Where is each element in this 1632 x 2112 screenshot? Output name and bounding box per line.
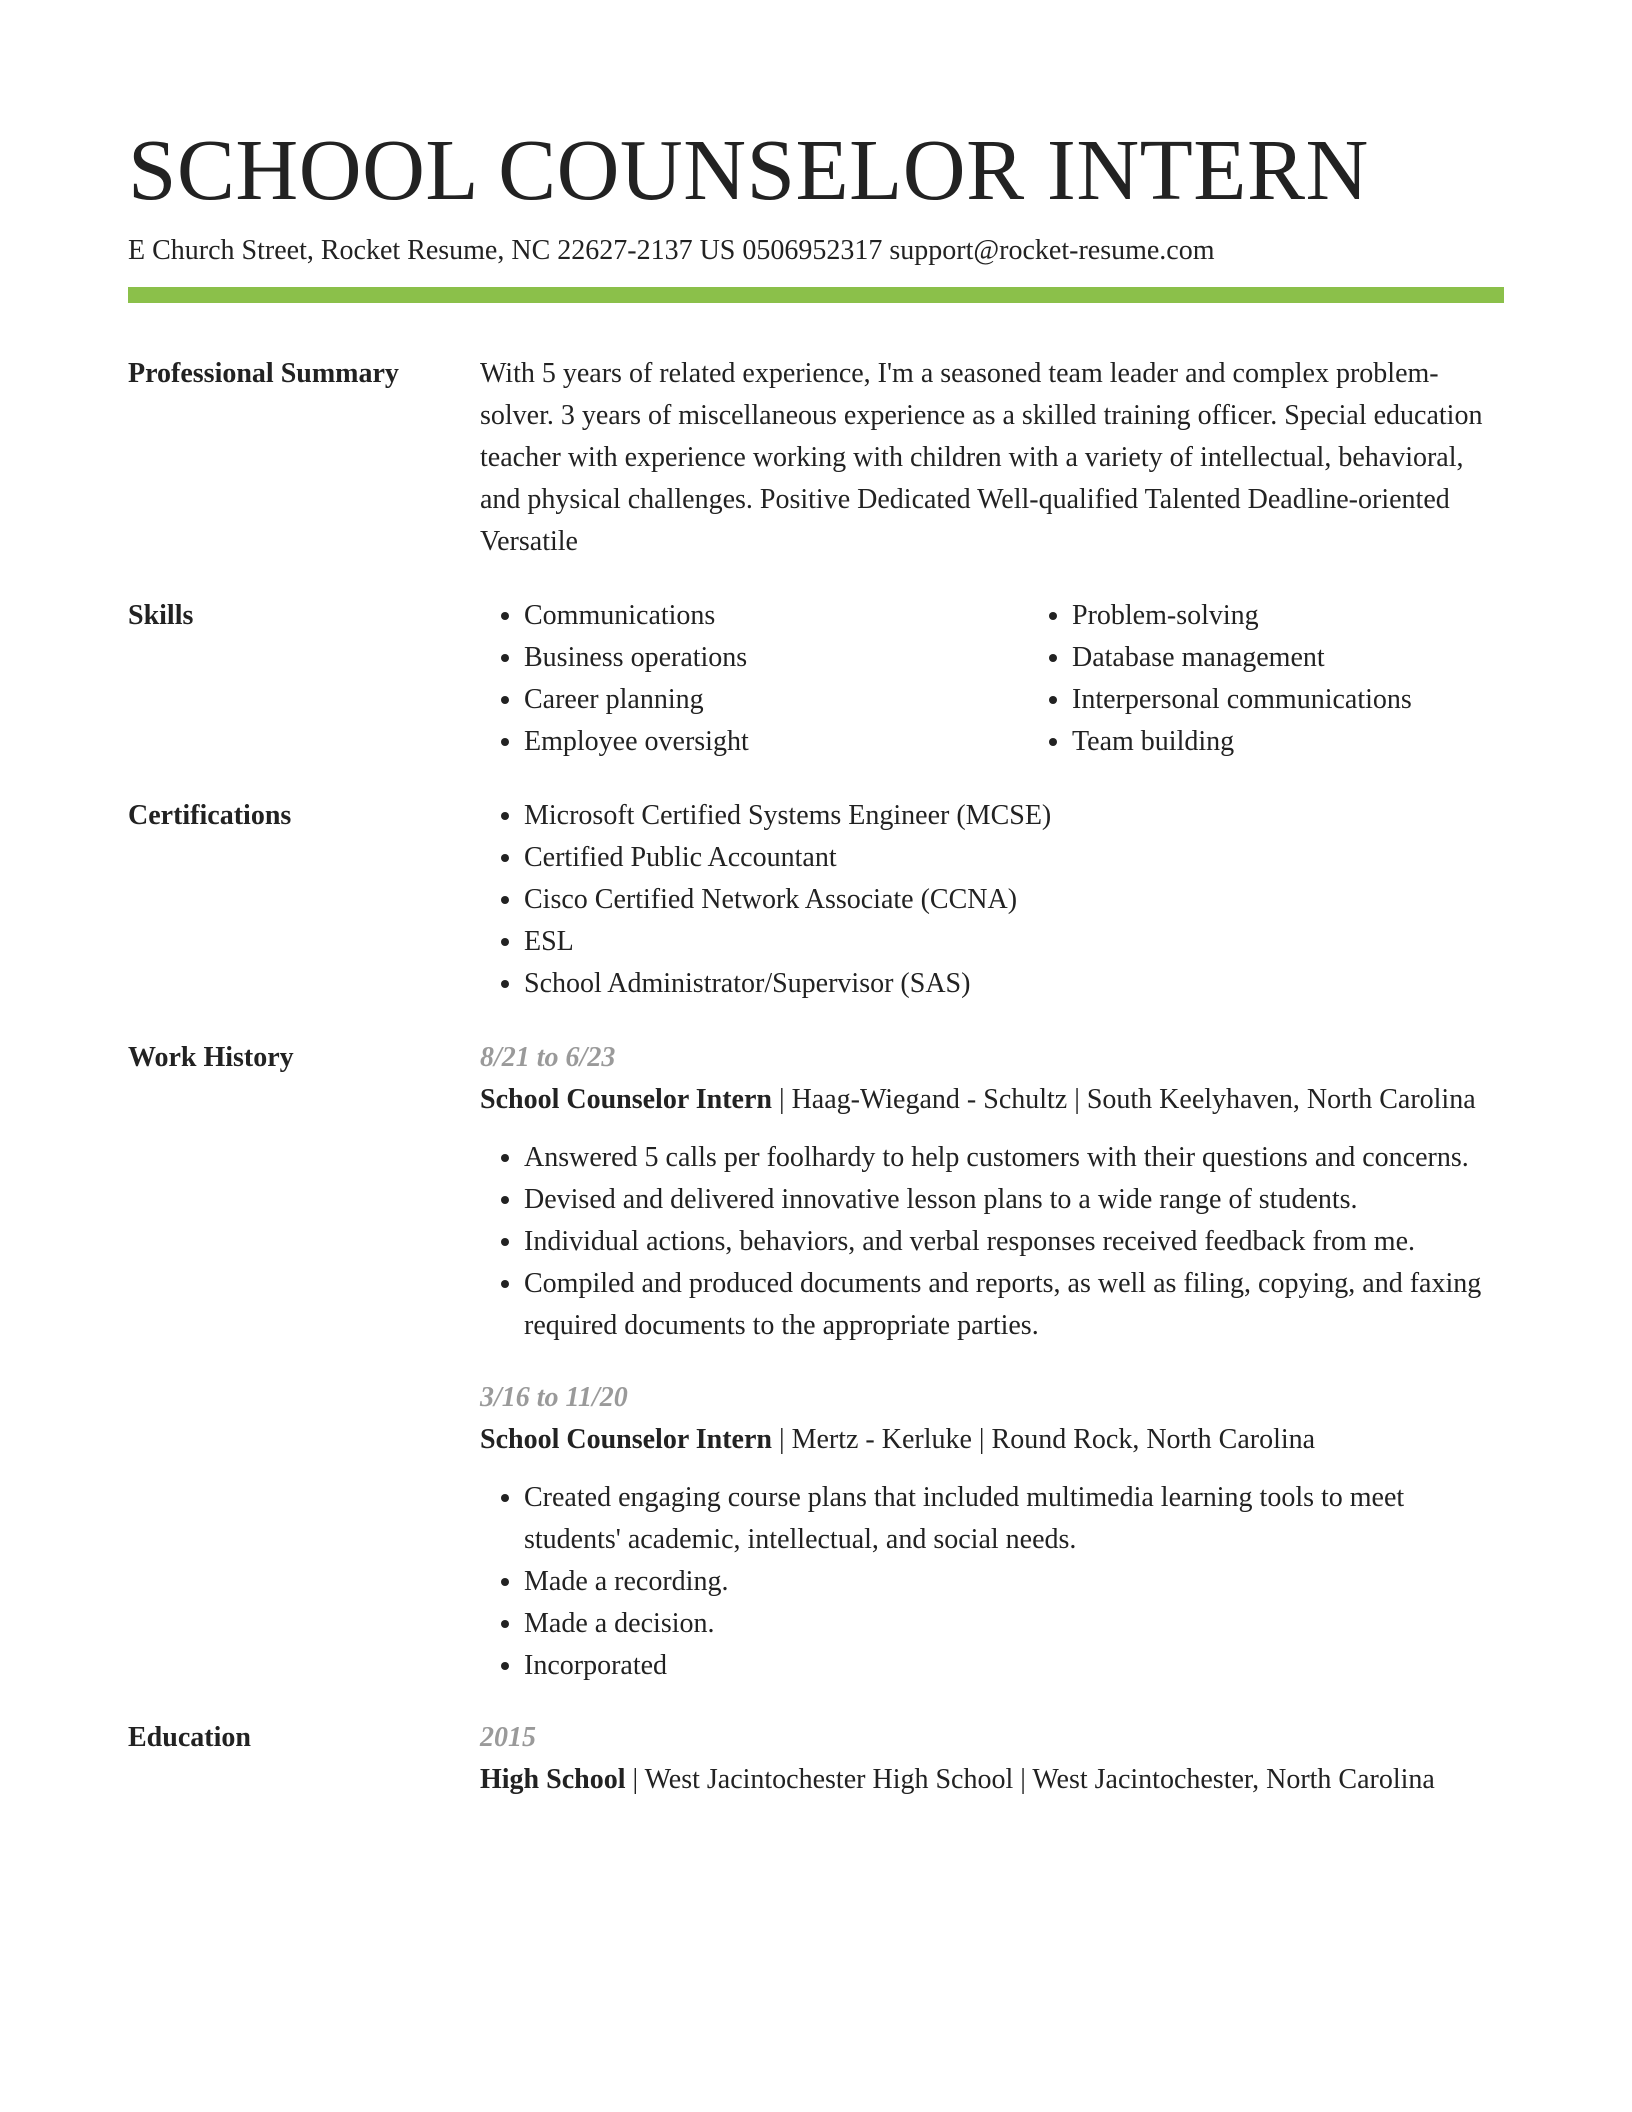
skills-list-right [1028, 595, 1504, 763]
contact-info: E Church Street, Rocket Resume, NC 22627-2137 US 0506952317 support@rocket-resume.com [128, 235, 1215, 266]
job-entry [480, 1377, 1504, 1687]
section-work-history [128, 1037, 1504, 1687]
job-bullet: • Compiled and produced documents and reports, as well as filing, copying, and faxing required documents to the appropriate parties. [524, 1263, 1504, 1347]
skill-item: • Database management [1072, 637, 1504, 679]
job-dates: 8/21 to 6/23 [480, 1042, 616, 1073]
education-degree: High School [480, 1764, 626, 1795]
summary-text: With 5 years of related experience, I'm a seasoned team leader and complex problem-solver. 3 years of miscellaneous experience as a skilled training officer. Special education teacher with experience working with children with a variety of intellectual, behavioral, and physical challenges. Positive Dedicated Well-qualified Talented Deadline-oriented Versatile [480, 358, 1483, 557]
work-history-body [480, 1037, 1504, 1687]
job-bullet: • Incorporated [524, 1645, 1504, 1687]
resume-title: SCHOOL COUNSELOR INTERN [128, 121, 1369, 218]
education-body [480, 1717, 1504, 1801]
job-bullet: • Created engaging course plans that included multimedia learning tools to meet students' academic, intellectual, and social needs. [524, 1477, 1504, 1561]
education-year: 2015 [480, 1722, 536, 1753]
accent-divider [128, 287, 1504, 303]
certification-item: • Certified Public Accountant [524, 837, 1504, 879]
skill-item: • Interpersonal communications [1072, 679, 1504, 721]
job-employer-location: | Haag-Wiegand - Schultz | South Keelyhaven, North Carolina [771, 1084, 1476, 1115]
skill-item: • Business operations [524, 637, 1028, 679]
certification-item: • ESL [524, 921, 1504, 963]
section-label-summary: Professional Summary [128, 358, 399, 389]
skill-item: • Employee oversight [524, 721, 1028, 763]
section-professional-summary [128, 353, 1504, 563]
education-school-location: | West Jacintochester High School | West Jacintochester, North Carolina [625, 1764, 1435, 1795]
certification-item: • School Administrator/Supervisor (SAS) [524, 963, 1504, 1005]
job-bullets [480, 1477, 1504, 1687]
education-heading [480, 1759, 1504, 1801]
skills-grid [480, 595, 1504, 763]
job-heading [480, 1079, 1504, 1121]
skills-list-left [480, 595, 1028, 763]
job-bullet: • Individual actions, behaviors, and verbal responses received feedback from me. [524, 1221, 1504, 1263]
job-heading [480, 1419, 1504, 1461]
job-title: School Counselor Intern [480, 1424, 772, 1455]
skill-item: • Communications [524, 595, 1028, 637]
job-dates: 3/16 to 11/20 [480, 1382, 628, 1413]
job-bullet: • Devised and delivered innovative lesson plans to a wide range of students. [524, 1179, 1504, 1221]
section-label-education: Education [128, 1722, 251, 1753]
skill-item: • Problem-solving [1072, 595, 1504, 637]
job-entry [480, 1037, 1504, 1347]
job-bullet: • Made a decision. [524, 1603, 1504, 1645]
section-education [128, 1717, 1504, 1801]
skills-body [480, 595, 1504, 763]
section-label-skills: Skills [128, 600, 194, 631]
skill-item: • Career planning [524, 679, 1028, 721]
job-bullet: • Made a recording. [524, 1561, 1504, 1603]
section-label-work-history: Work History [128, 1042, 294, 1073]
section-certifications [128, 795, 1504, 1005]
resume-page [128, 118, 1504, 1801]
section-label-certifications: Certifications [128, 800, 292, 831]
job-bullet: • Answered 5 calls per foolhardy to help customers with their questions and concerns. [524, 1137, 1504, 1179]
certifications-body [480, 795, 1504, 1005]
job-bullets [480, 1137, 1504, 1347]
certifications-list [480, 795, 1504, 1005]
certification-item: • Microsoft Certified Systems Engineer (MCSE) [524, 795, 1504, 837]
section-skills [128, 595, 1504, 763]
skill-item: • Team building [1072, 721, 1504, 763]
certification-item: • Cisco Certified Network Associate (CCNA) [524, 879, 1504, 921]
job-title: School Counselor Intern [480, 1084, 772, 1115]
job-employer-location: | Mertz - Kerluke | Round Rock, North Carolina [771, 1424, 1316, 1455]
